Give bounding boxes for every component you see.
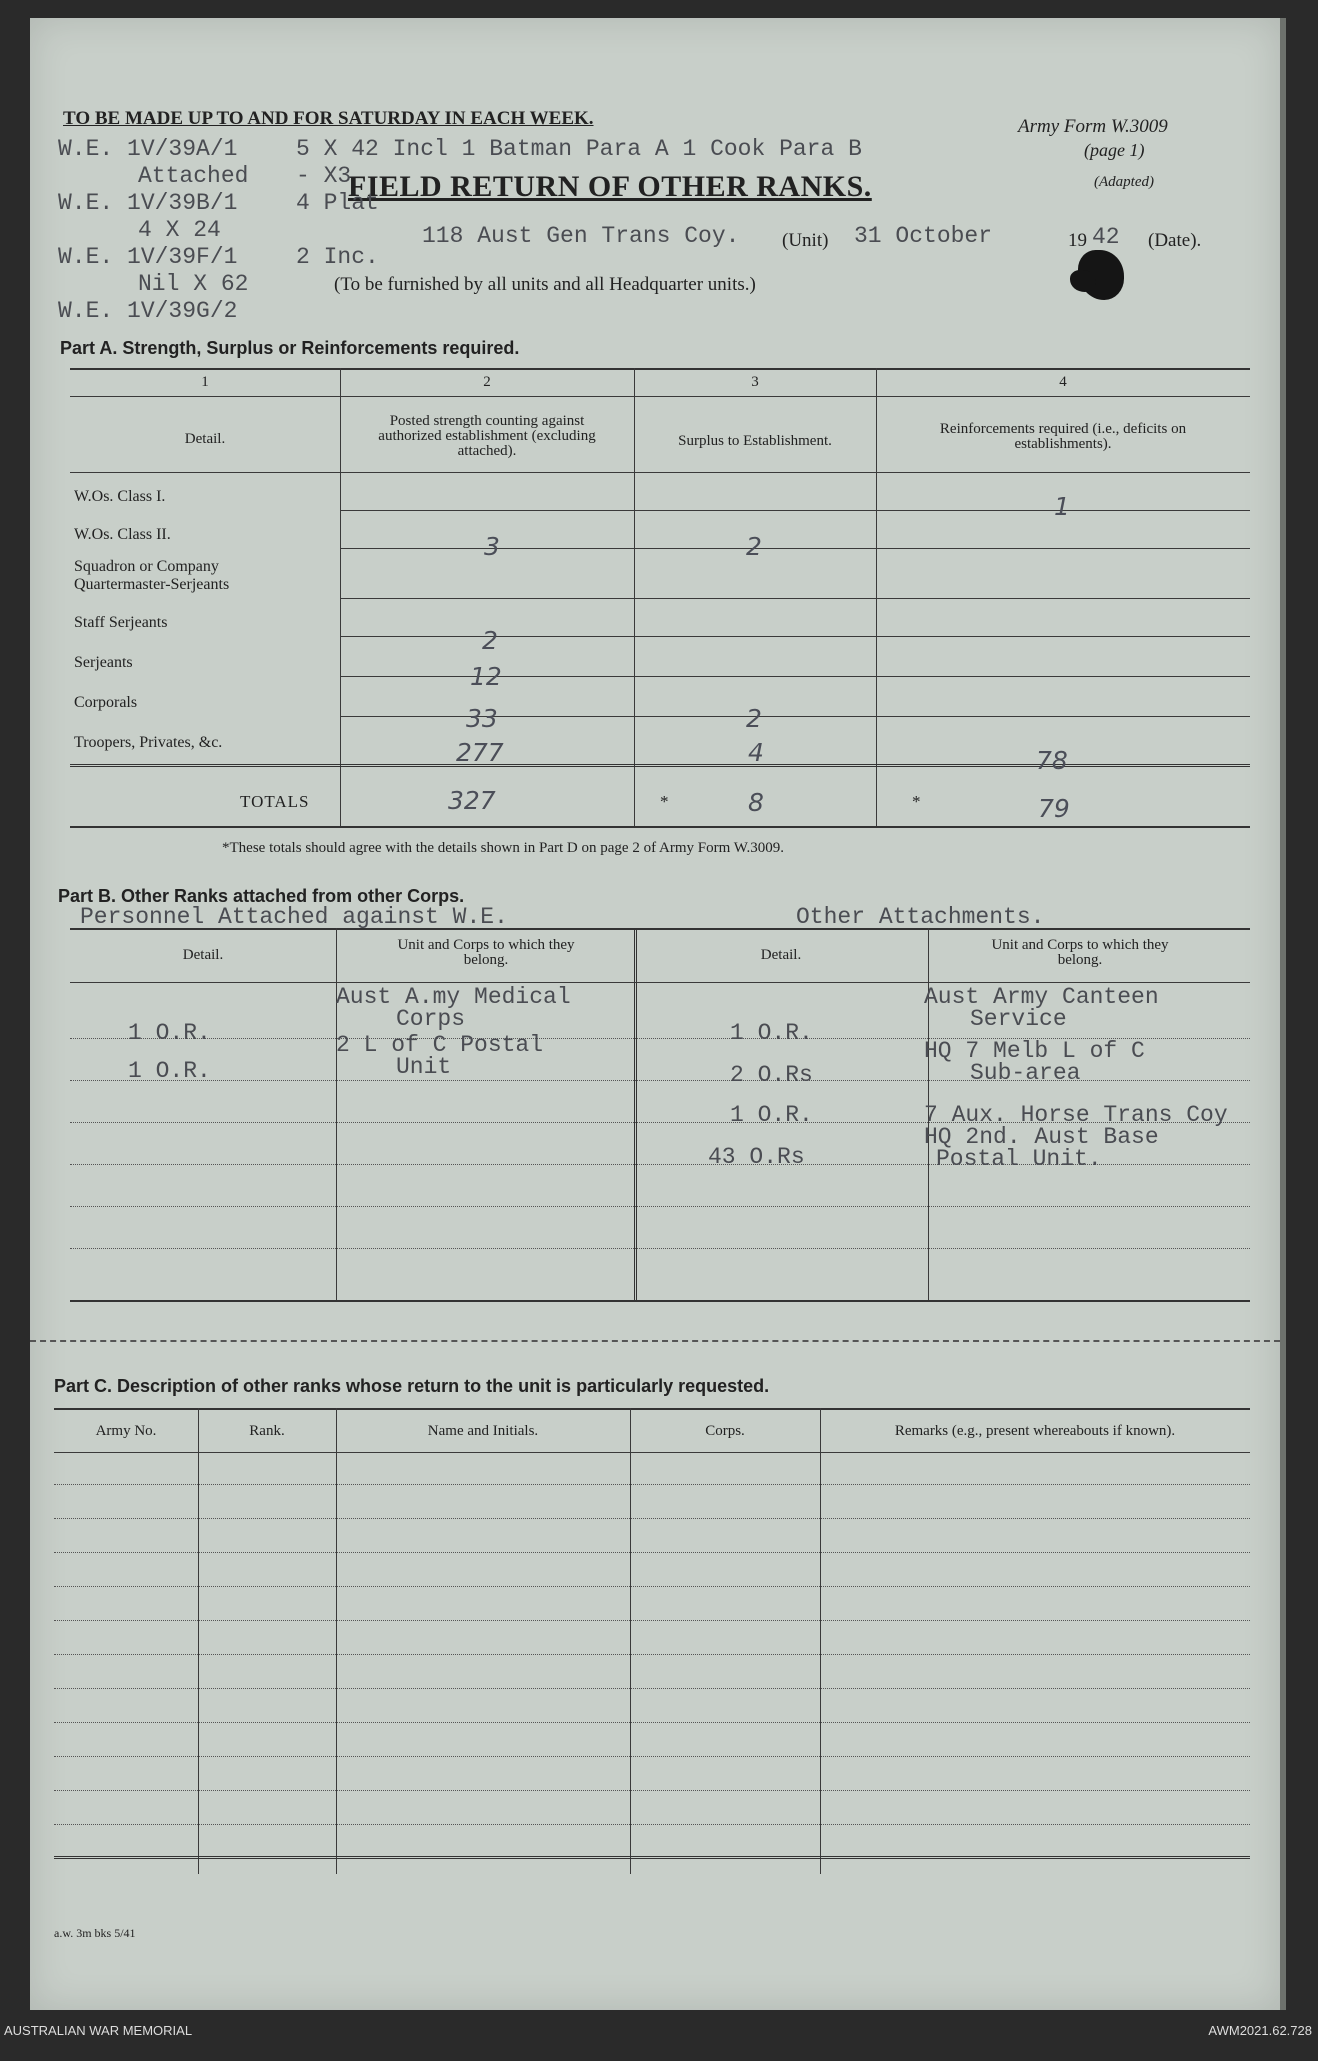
part-c-vline-3 [630, 1408, 631, 1874]
col-number-4: 4 [1059, 374, 1067, 390]
part-c-bottom-rule [54, 1856, 1250, 1859]
form-sheet [30, 18, 1286, 2010]
row-rule [340, 636, 1250, 637]
pte-reinf: 78 [1036, 746, 1068, 775]
archive-right: AWM2021.62.728 [1208, 2023, 1312, 2038]
part-a-num-rule [70, 396, 1250, 397]
unit-value: 118 Aust Gen Trans Coy. [422, 223, 740, 249]
archive-footer [0, 2013, 1318, 2061]
b-right-unit-4b: Postal Unit. [936, 1146, 1102, 1172]
print-code: a.w. 3m bks 5/41 [54, 1926, 136, 1940]
we-note-2: - X3 [296, 163, 352, 189]
row-label-sgt: Serjeants [74, 654, 133, 671]
c-header-rank: Rank. [249, 1423, 285, 1439]
row-label-pte: Troopers, Privates, &c. [74, 734, 223, 751]
row-label-ssgt: Staff Serjeants [74, 614, 168, 631]
form-page: (page 1) [1084, 140, 1145, 160]
part-b-top-rule [70, 928, 1250, 930]
year-suffix: 42 [1092, 224, 1120, 250]
row-rule [340, 510, 1250, 511]
part-c-vline-4 [820, 1408, 821, 1874]
archive-left: AUSTRALIAN WAR MEMORIAL [4, 2023, 193, 2038]
row-label-wo2: W.Os. Class II. [74, 526, 171, 543]
b-row-rule [70, 1206, 1250, 1207]
c-row-rule [54, 1722, 1250, 1723]
we-note-1: 5 X 42 Incl 1 Batman Para A 1 Cook Para B [296, 136, 862, 162]
row-label-cqms: Squadron or Company Quartermaster-Serjeants [74, 558, 230, 593]
we-line-4: W.E. 1V/39G/2 [58, 298, 238, 324]
row-rule [340, 598, 1250, 599]
part-c-header-rule [54, 1452, 1250, 1453]
part-a-footnote: *These totals should agree with the details shown in Part D on page 2 of Army Form W.3009. [222, 840, 785, 856]
b-right-detail-2: 2 O.Rs [730, 1062, 813, 1088]
part-a-heading: Part A. Strength, Surplus or Reinforcements required. [60, 338, 520, 358]
form-adapted: (Adapted) [1094, 174, 1154, 190]
part-b-heading: Part B. Other Ranks attached from other Corps. [58, 886, 465, 906]
c-row-rule [54, 1824, 1250, 1825]
date-label: (Date). [1148, 230, 1202, 251]
b-row-rule [70, 1248, 1250, 1249]
unit-label: (Unit) [782, 230, 829, 251]
c-row-rule [54, 1790, 1250, 1791]
total-surplus: 8 [748, 788, 764, 817]
c-row-rule [54, 1756, 1250, 1757]
furnish-note: (To be furnished by all units and all Headquarter units.) [334, 274, 756, 295]
form-name: Army Form W.3009 [1018, 116, 1168, 137]
b-left-unit-2b: Unit [396, 1054, 452, 1080]
row-rule [340, 548, 1250, 549]
we-line-3: W.E. 1V/39F/1 [58, 244, 238, 270]
wo2-surplus: 2 [746, 532, 762, 561]
b-header-detail-left: Detail. [182, 947, 224, 963]
part-b-vline-2 [634, 928, 637, 1300]
perforation-line [30, 1340, 1280, 1342]
b-left-unit-1a: Aust A.my Medical [336, 984, 571, 1010]
cpl-posted: 33 [466, 704, 498, 733]
c-row-rule [54, 1518, 1250, 1519]
part-c-vline-2 [336, 1408, 337, 1874]
row-label-cpl: Corporals [74, 694, 138, 711]
wo1-reinf: 1 [1054, 492, 1070, 521]
part-b-typed-right: Other Attachments. [796, 904, 1045, 930]
c-row-rule [54, 1484, 1250, 1485]
pte-surplus: 4 [748, 738, 764, 767]
form-title: FIELD RETURN OF OTHER RANKS. [348, 170, 872, 203]
we-attached: Attached [138, 163, 249, 189]
b-right-detail-4: 43 O.Rs [708, 1144, 805, 1170]
col-number-3: 3 [751, 374, 759, 390]
cpl-surplus: 2 [746, 704, 762, 733]
pte-posted: 277 [456, 738, 504, 767]
c-header-army-no: Army No. [95, 1423, 157, 1439]
b-right-unit-4a: HQ 2nd. Aust Base [924, 1124, 1159, 1150]
sgt-posted: 12 [470, 662, 502, 691]
part-a-bottom-rule [70, 826, 1250, 828]
asterisk-surplus: * [660, 792, 669, 811]
part-b-typed-left: Personnel Attached against W.E. [80, 904, 508, 930]
part-b-header-rule [70, 982, 1250, 983]
part-b-bottom-rule [70, 1300, 1250, 1302]
b-header-unit-left: Unit and Corps to which they belong. [397, 937, 575, 968]
c-header-corps: Corps. [705, 1423, 745, 1439]
total-reinf: 79 [1038, 794, 1070, 823]
b-header-unit-right: Unit and Corps to which they belong. [991, 937, 1169, 968]
c-header-remarks: Remarks (e.g., present whereabouts if known). [894, 1423, 1176, 1439]
c-row-rule [54, 1586, 1250, 1587]
b-right-unit-1a: Aust Army Canteen [924, 984, 1159, 1010]
c-row-rule [54, 1552, 1250, 1553]
col-header-reinf: Reinforcements required (i.e., deficits on establishments). [939, 421, 1187, 452]
b-right-unit-1b: Service [970, 1006, 1067, 1032]
part-c-heading: Part C. Description of other ranks whose return to the unit is particularly requested. [54, 1376, 770, 1396]
b-right-unit-2b: Sub-area [970, 1060, 1081, 1086]
asterisk-reinf: * [912, 792, 921, 811]
ssgt-posted: 2 [482, 626, 498, 655]
we-4x24: 4 X 24 [138, 217, 221, 243]
instruction-line: TO BE MADE UP TO AND FOR SATURDAY IN EACH WEEK. [63, 108, 594, 129]
c-row-rule [54, 1688, 1250, 1689]
part-a-top-rule [70, 368, 1250, 370]
col-header-posted: Posted strength counting against authorized establishment (excluding attached). [378, 413, 596, 459]
year-prefix: 19 [1068, 230, 1087, 251]
we-nil: Nil X 62 [138, 271, 249, 297]
c-row-rule [54, 1620, 1250, 1621]
col-number-1: 1 [201, 374, 209, 390]
part-a-vline-1 [340, 368, 341, 826]
we-line-2: W.E. 1V/39B/1 [58, 190, 238, 216]
b-right-unit-2a: HQ 7 Melb L of C [924, 1038, 1145, 1064]
b-left-detail-1: 1 O.R. [128, 1020, 211, 1046]
part-a-vline-3 [876, 368, 877, 826]
total-posted: 327 [448, 786, 496, 815]
b-right-detail-1: 1 O.R. [730, 1020, 813, 1046]
b-right-detail-3: 1 O.R. [730, 1102, 813, 1128]
c-header-name: Name and Initials. [427, 1423, 539, 1439]
part-c-top-rule [54, 1408, 1250, 1410]
col-number-2: 2 [483, 374, 491, 390]
date-value: 31 October [854, 223, 993, 249]
we-note-3: 4 Plat [296, 190, 379, 216]
b-left-unit-1b: Corps [396, 1006, 466, 1032]
b-left-detail-2: 1 O.R. [128, 1058, 211, 1084]
we-line-1: W.E. 1V/39A/1 [58, 136, 238, 162]
b-header-detail-right: Detail. [760, 947, 802, 963]
part-c-vline-1 [198, 1408, 199, 1874]
totals-rule [70, 764, 1250, 767]
b-left-unit-2a: 2 L of C Postal [336, 1032, 544, 1058]
row-label-wo1: W.Os. Class I. [74, 488, 166, 505]
c-row-rule [54, 1654, 1250, 1655]
col-header-detail: Detail. [184, 431, 226, 447]
col-header-surplus: Surplus to Establishment. [678, 433, 832, 449]
ink-blot-2 [1070, 270, 1096, 292]
part-a-header-rule [70, 472, 1250, 473]
wo2-posted: 3 [484, 532, 500, 561]
we-note-4: 2 Inc. [296, 244, 379, 270]
totals-label: TOTALS [240, 792, 310, 811]
b-right-unit-3a: 7 Aux. Horse Trans Coy [924, 1102, 1228, 1128]
